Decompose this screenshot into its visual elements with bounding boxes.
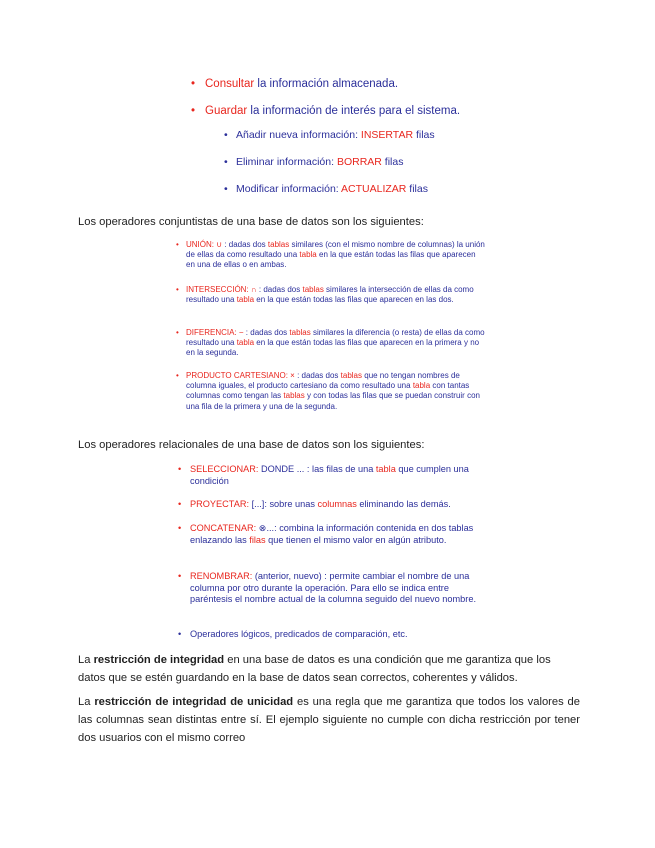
rel-op-concatenar: • CONCATENAR: ⊗...: combina la información contenida en dos tablas enlazando las filas que tienen el mismo valor en algún atributo. [178, 523, 474, 545]
bullet-icon: • [178, 464, 182, 474]
bullet-icon: • [178, 629, 182, 639]
bullet-icon: • [176, 285, 179, 294]
set-op-union: • UNIÓN: ∪ : dadas dos tablas similares (con el mismo nombre de columnas) la unión de ellas da como resultado una tabla en la que están todas las filas que aparecen en una de ellas o en ambas. [176, 240, 485, 270]
set-op-producto-cartesiano: • PRODUCTO CARTESIANO: × : dadas dos tablas que no tengan nombres de columna iguales, el producto cartesiano da como resultado una tabla con tantas columnas como tengan las tablas y con todas las filas que se puedan construir con una fila de la primera y una de la segunda. [176, 371, 480, 411]
bullet-icon: • [224, 156, 228, 168]
bullet-icon: • [178, 571, 182, 581]
rel-op-renombrar: • RENOMBRAR: (anterior, nuevo) : permite cambiar el nombre de una columna por otro durante la operación. Para ello se indica entre paréntesis el nombre actual de la columna seguido del nuevo nombre. [178, 571, 477, 605]
paragraph-uniqueness: La restricción de integridad de unicidad es una regla que me garantiza que todos los valores de las columnas sean distintas entre sí. El ejemplo siguiente no cumple con dicha restricción por tener dos usuarios con el mismo correo [78, 696, 581, 744]
set-op-interseccion: • INTERSECCIÓN: ∩ : dadas dos tablas similares la intersección de ellas da como resultado una tabla en la que están todas las filas que aparecen en las dos. [176, 285, 474, 305]
bullet-icon: • [178, 499, 182, 509]
list-item-insertar: • Añadir nueva información: INSERTAR filas [224, 129, 435, 141]
bullet-icon: • [191, 78, 196, 90]
bullet-icon: • [178, 523, 182, 533]
bullet-icon: • [224, 129, 228, 141]
bullet-icon: • [176, 328, 179, 337]
rel-op-logicos: • Operadores lógicos, predicados de comparación, etc. [178, 629, 408, 639]
list-item-guardar: • Guardar la información de interés para el sistema. [191, 105, 461, 117]
paragraph-relational-operators: Los operadores relacionales de una base de datos son los siguientes: [78, 439, 425, 451]
list-item-actualizar: • Modificar información: ACTUALIZAR filas [224, 183, 428, 195]
list-item-borrar: • Eliminar información: BORRAR filas [224, 156, 404, 168]
bullet-icon: • [191, 105, 196, 117]
set-op-diferencia: • DIFERENCIA: − : dadas dos tablas similares la diferencia (o resta) de ellas da como resultado una tabla en la que están todas las filas que aparecen en la primera y no en la segunda. [176, 328, 485, 358]
paragraph-set-operators: Los operadores conjuntistas de una base de datos son los siguientes: [78, 216, 424, 228]
paragraph-integrity: La restricción de integridad en una base de datos es una condición que me garantiza que los datos que se estén guardando en la base de datos sean correctos, coherentes y válidos. [78, 654, 551, 684]
list-item-consultar: • Consultar la información almacenada. [191, 78, 399, 90]
rel-op-seleccionar: • SELECCIONAR: DONDE ... : las filas de una tabla que cumplen una condición [178, 464, 469, 486]
bullet-icon: • [176, 371, 179, 380]
rel-op-proyectar: • PROYECTAR: [...]: sobre unas columnas eliminando las demás. [178, 499, 451, 509]
bullet-icon: • [176, 240, 179, 249]
bullet-icon: • [224, 183, 228, 195]
